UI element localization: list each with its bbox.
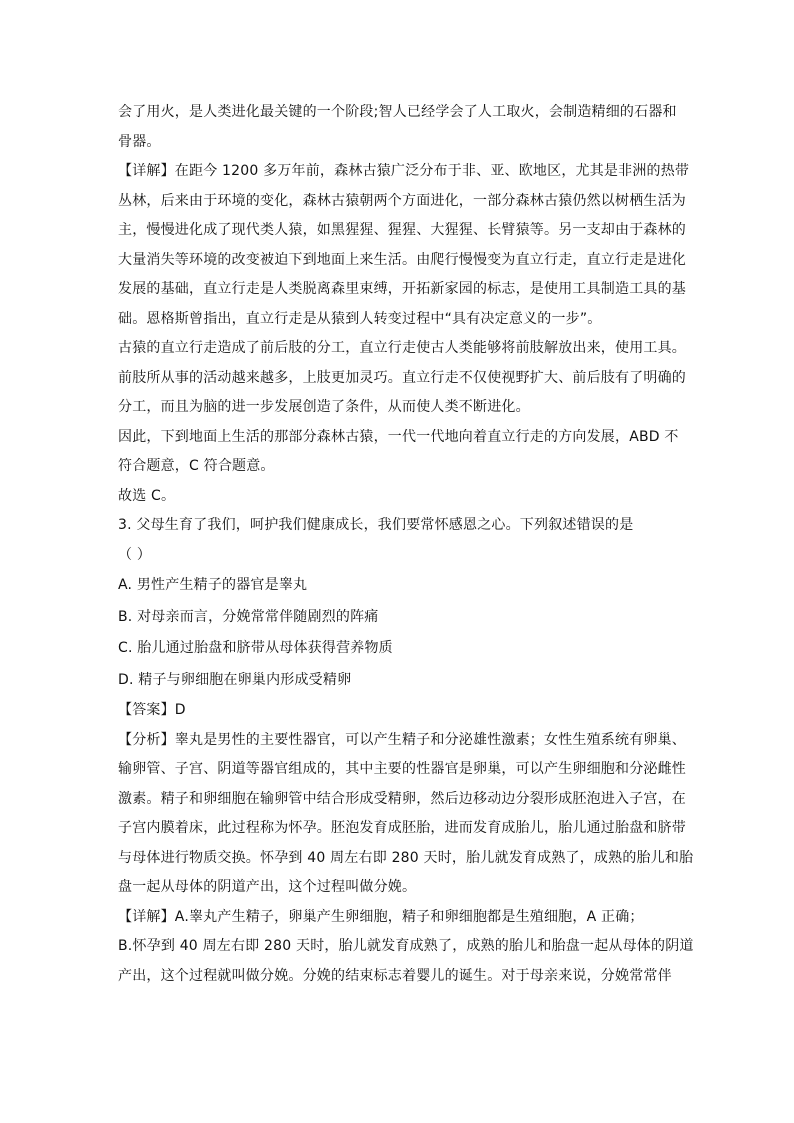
text-line: 故选 C。 bbox=[118, 487, 176, 504]
answer-blank: （ ） bbox=[118, 546, 152, 563]
option-b: B. 对母亲而言，分娩常常伴随剧烈的阵痛 bbox=[118, 608, 379, 625]
text-line: 会了用火，是人类进化最关键的一个阶段;智人已经学会了人工取火，会制造精细的石器和 bbox=[118, 104, 677, 120]
text-line: 盘一起从母体的阴道产出，这个过程叫做分娩。 bbox=[118, 879, 417, 895]
text-line: 【分析】睾丸是男性的主要性器官，可以产生精子和分泌雄性激素；女性生殖系统有卵巢、 bbox=[118, 731, 686, 748]
text-line: 主，慢慢进化成了现代类人猿，如黑猩猩、猩猩、大猩猩、长臂猿等。另一支却由于森林的 bbox=[118, 222, 686, 238]
text-line: 子宫内膜着床，此过程称为怀孕。胚泡发育成胚胎，进而发育成胎儿，胎儿通过胎盘和脐带 bbox=[118, 820, 686, 836]
text-line: B.怀孕到 40 周左右即 280 天时，胎儿就发育成熟了，成熟的胎儿和胎盘一起从母体的阴道 bbox=[118, 938, 694, 954]
question-stem: 3. 父母生育了我们，呵护我们健康成长，我们要常怀感恩之心。下列叙述错误的是 bbox=[118, 517, 634, 533]
text-line: 因此，下到地面上生活的那部分森林古猿，一代一代地向着直立行走的方向发展，ABD 不 bbox=[118, 428, 679, 445]
text-line: 分工，而且为脑的进一步发展创造了条件，从而使人类不断进化。 bbox=[118, 399, 530, 415]
text-line: 前肢所从事的活动越来越多，上肢更加灵巧。直立行走不仅使视野扩大、前后肢有了明确的 bbox=[118, 369, 686, 386]
document-body bbox=[118, 98, 694, 991]
text-line: 【详解】A.睾丸产生精子，卵巢产生卵细胞，精子和卵细胞都是生殖细胞，A 正确； bbox=[118, 908, 644, 925]
option-c: C. 胎儿通过胎盘和脐带从母体获得营养物质 bbox=[118, 640, 393, 656]
text-line: 输卵管、子宫、阴道等器官组成的，其中主要的性器官是卵巢，可以产生卵细胞和分泌雌性 bbox=[118, 761, 686, 777]
text-line: 产出，这个过程就叫做分娩。分娩的结束标志着婴儿的诞生。对于母亲来说，分娩常常伴 bbox=[118, 967, 672, 984]
answer-line: 【答案】D bbox=[118, 702, 186, 718]
text-line: 丛林，后来由于环境的变化，森林古猿朝两个方面进化，一部分森林古猿仍然以树栖生活为 bbox=[118, 192, 686, 209]
text-line: 与母体进行物质交换。怀孕到 40 周左右即 280 天时，胎儿就发育成熟了，成熟的胎儿和胎 bbox=[118, 849, 694, 866]
text-line: 发展的基础，直立行走是人类脱离森里束缚，开拓新家园的标志，是使用工具制造工具的基 bbox=[118, 281, 686, 297]
text-line: 大量消失等环境的改变被迫下到地面上来生活。由爬行慢慢变为直立行走，直立行走是进化 bbox=[118, 251, 686, 268]
options-list bbox=[118, 570, 688, 696]
option-d: D. 精子与卵细胞在卵巢内形成受精卵 bbox=[118, 671, 352, 688]
text-line: 古猿的直立行走造成了前后肢的分工，直立行走使古人类能够将前肢解放出来，使用工具。 bbox=[118, 340, 686, 356]
text-line: 骨器。 bbox=[118, 133, 161, 150]
text-line: 符合题意，C 符合题意。 bbox=[118, 458, 275, 474]
option-a: A. 男性产生精子的器官是睾丸 bbox=[118, 577, 308, 593]
text-line: 激素。精子和卵细胞在输卵管中结合形成受精卵，然后边移动边分裂形成胚泡进入子宫，在 bbox=[118, 790, 686, 807]
text-line: 【详解】在距今 1200 多万年前，森林古猿广泛分布于非、亚、欧地区，尤其是非洲的热带 bbox=[118, 163, 690, 179]
text-line: 础。恩格斯曾指出，直立行走是从猿到人转变过程中“具有决定意义的一步”。 bbox=[118, 310, 602, 327]
